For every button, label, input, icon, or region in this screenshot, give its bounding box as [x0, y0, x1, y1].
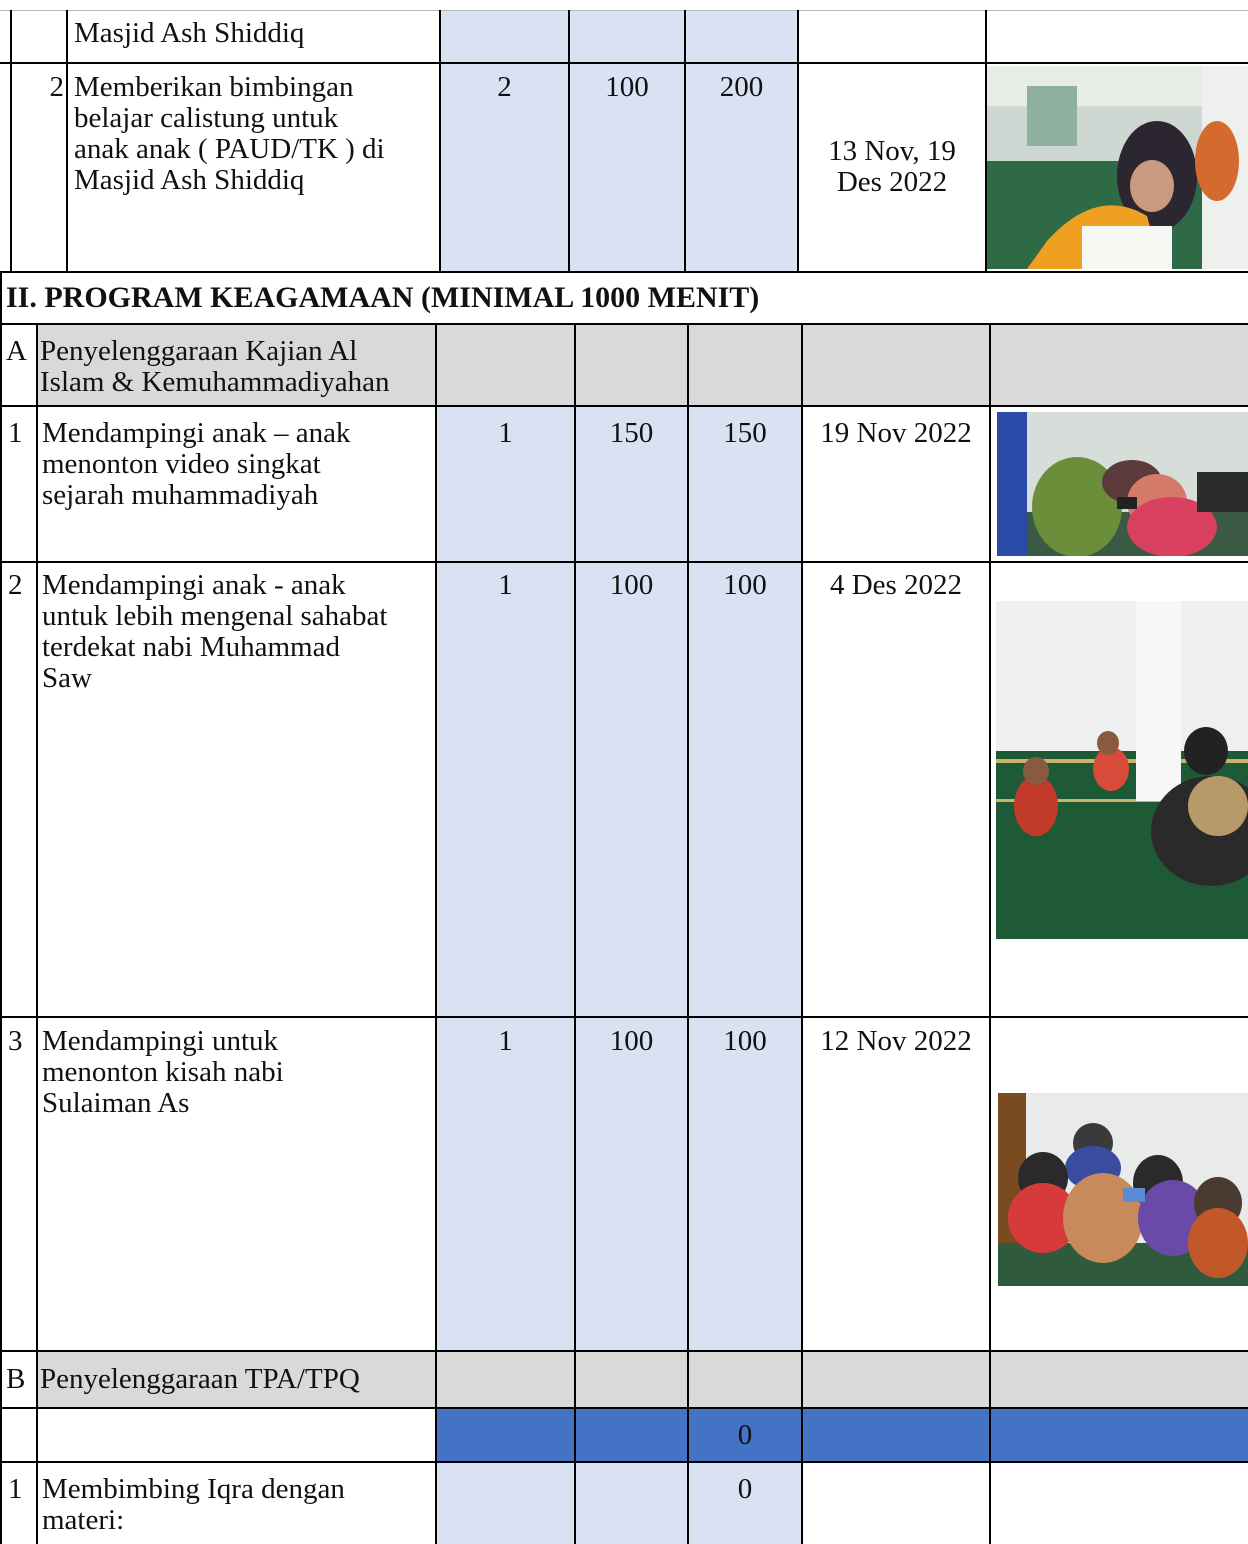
grid-line: [0, 1350, 1248, 1352]
photo-children-on-carpet: [996, 601, 1248, 939]
subtotal-total: 0: [737, 1419, 753, 1451]
grid-line: [439, 10, 441, 272]
subtotal-fill: [436, 1408, 1248, 1462]
photo-children-watching: [997, 412, 1248, 556]
grid-line: [0, 1461, 1248, 1463]
sub-a-activity: Penyelenggaraan Kajian Al Islam & Kemuhammadiyahan: [40, 335, 390, 398]
grid-line: [435, 323, 437, 1544]
a3-duration: 100: [609, 1025, 654, 1057]
grid-line: [574, 323, 576, 1544]
grid-line: [36, 323, 38, 1544]
grid-line: [0, 271, 1248, 273]
a3-number: 3: [8, 1025, 23, 1057]
a1-activity: Mendampingi anak – anak menonton video singkat sejarah muhammadiyah: [42, 417, 351, 511]
a2-duration: 100: [609, 569, 654, 601]
row-1-activity: Memberikan bimbingan belajar calistung untuk anak anak ( PAUD/TK ) di Masjid Ash Shiddiq: [74, 71, 385, 196]
grid-line: [989, 323, 991, 1544]
a1-duration: 150: [609, 417, 654, 449]
grid-line: [0, 1016, 1248, 1018]
grid-line: [568, 10, 570, 272]
a2-activity: Mendampingi anak - anak untuk lebih mengenal sahabat terdekat nabi Muhammad Saw: [42, 569, 388, 694]
a3-total: 100: [723, 1025, 767, 1057]
a3-activity: Mendampingi untuk menonton kisah nabi Sulaiman As: [42, 1025, 284, 1119]
sub-b-activity: Penyelenggaraan TPA/TPQ: [40, 1363, 360, 1395]
grid-line: [0, 1407, 1248, 1409]
b1-total: 0: [737, 1473, 753, 1505]
grid-line: [801, 323, 803, 1544]
grid-line: [10, 10, 12, 272]
a2-number: 2: [8, 569, 23, 601]
a1-frequency: 1: [498, 417, 513, 449]
b1-activity: Membimbing Iqra dengan materi:: [42, 1473, 345, 1536]
grid-line: [684, 10, 686, 272]
grid-line: [985, 10, 987, 272]
row-1-total: 200: [719, 71, 764, 103]
row-1-number: 2: [49, 71, 64, 103]
grid-line: [0, 405, 1248, 407]
grid-line: [0, 10, 1248, 11]
photo-children-with-phone: [998, 1093, 1248, 1286]
sub-a-letter: A: [6, 335, 27, 367]
grid-line: [66, 10, 68, 272]
row-1-duration: 100: [605, 71, 649, 103]
grid-line: [0, 271, 2, 324]
sub-b-letter: B: [6, 1363, 26, 1395]
b1-number: 1: [8, 1473, 23, 1505]
a3-frequency: 1: [498, 1025, 513, 1057]
grid-line: [0, 62, 1248, 64]
a1-date: 19 Nov 2022: [820, 417, 972, 449]
grid-line: [0, 323, 2, 1544]
a1-number: 1: [8, 417, 23, 449]
row-0-activity: Masjid Ash Shiddiq: [74, 17, 305, 49]
grid-line: [0, 323, 1248, 325]
photo-girl-writing: [987, 66, 1248, 269]
row-1-date: 13 Nov, 19 Des 2022: [828, 135, 956, 198]
a-rows-fill: [436, 406, 802, 1351]
section-title: II. PROGRAM KEAGAMAAN (MINIMAL 1000 MENIT): [6, 281, 760, 314]
a2-date: 4 Des 2022: [829, 569, 963, 601]
a1-total: 150: [723, 417, 767, 449]
grid-line: [687, 323, 689, 1544]
row-1-frequency: 2: [497, 71, 512, 103]
a3-date: 12 Nov 2022: [820, 1025, 972, 1057]
a2-frequency: 1: [498, 569, 513, 601]
row-0-fill: [440, 10, 798, 63]
grid-line: [0, 561, 1248, 563]
a2-total: 100: [723, 569, 767, 601]
